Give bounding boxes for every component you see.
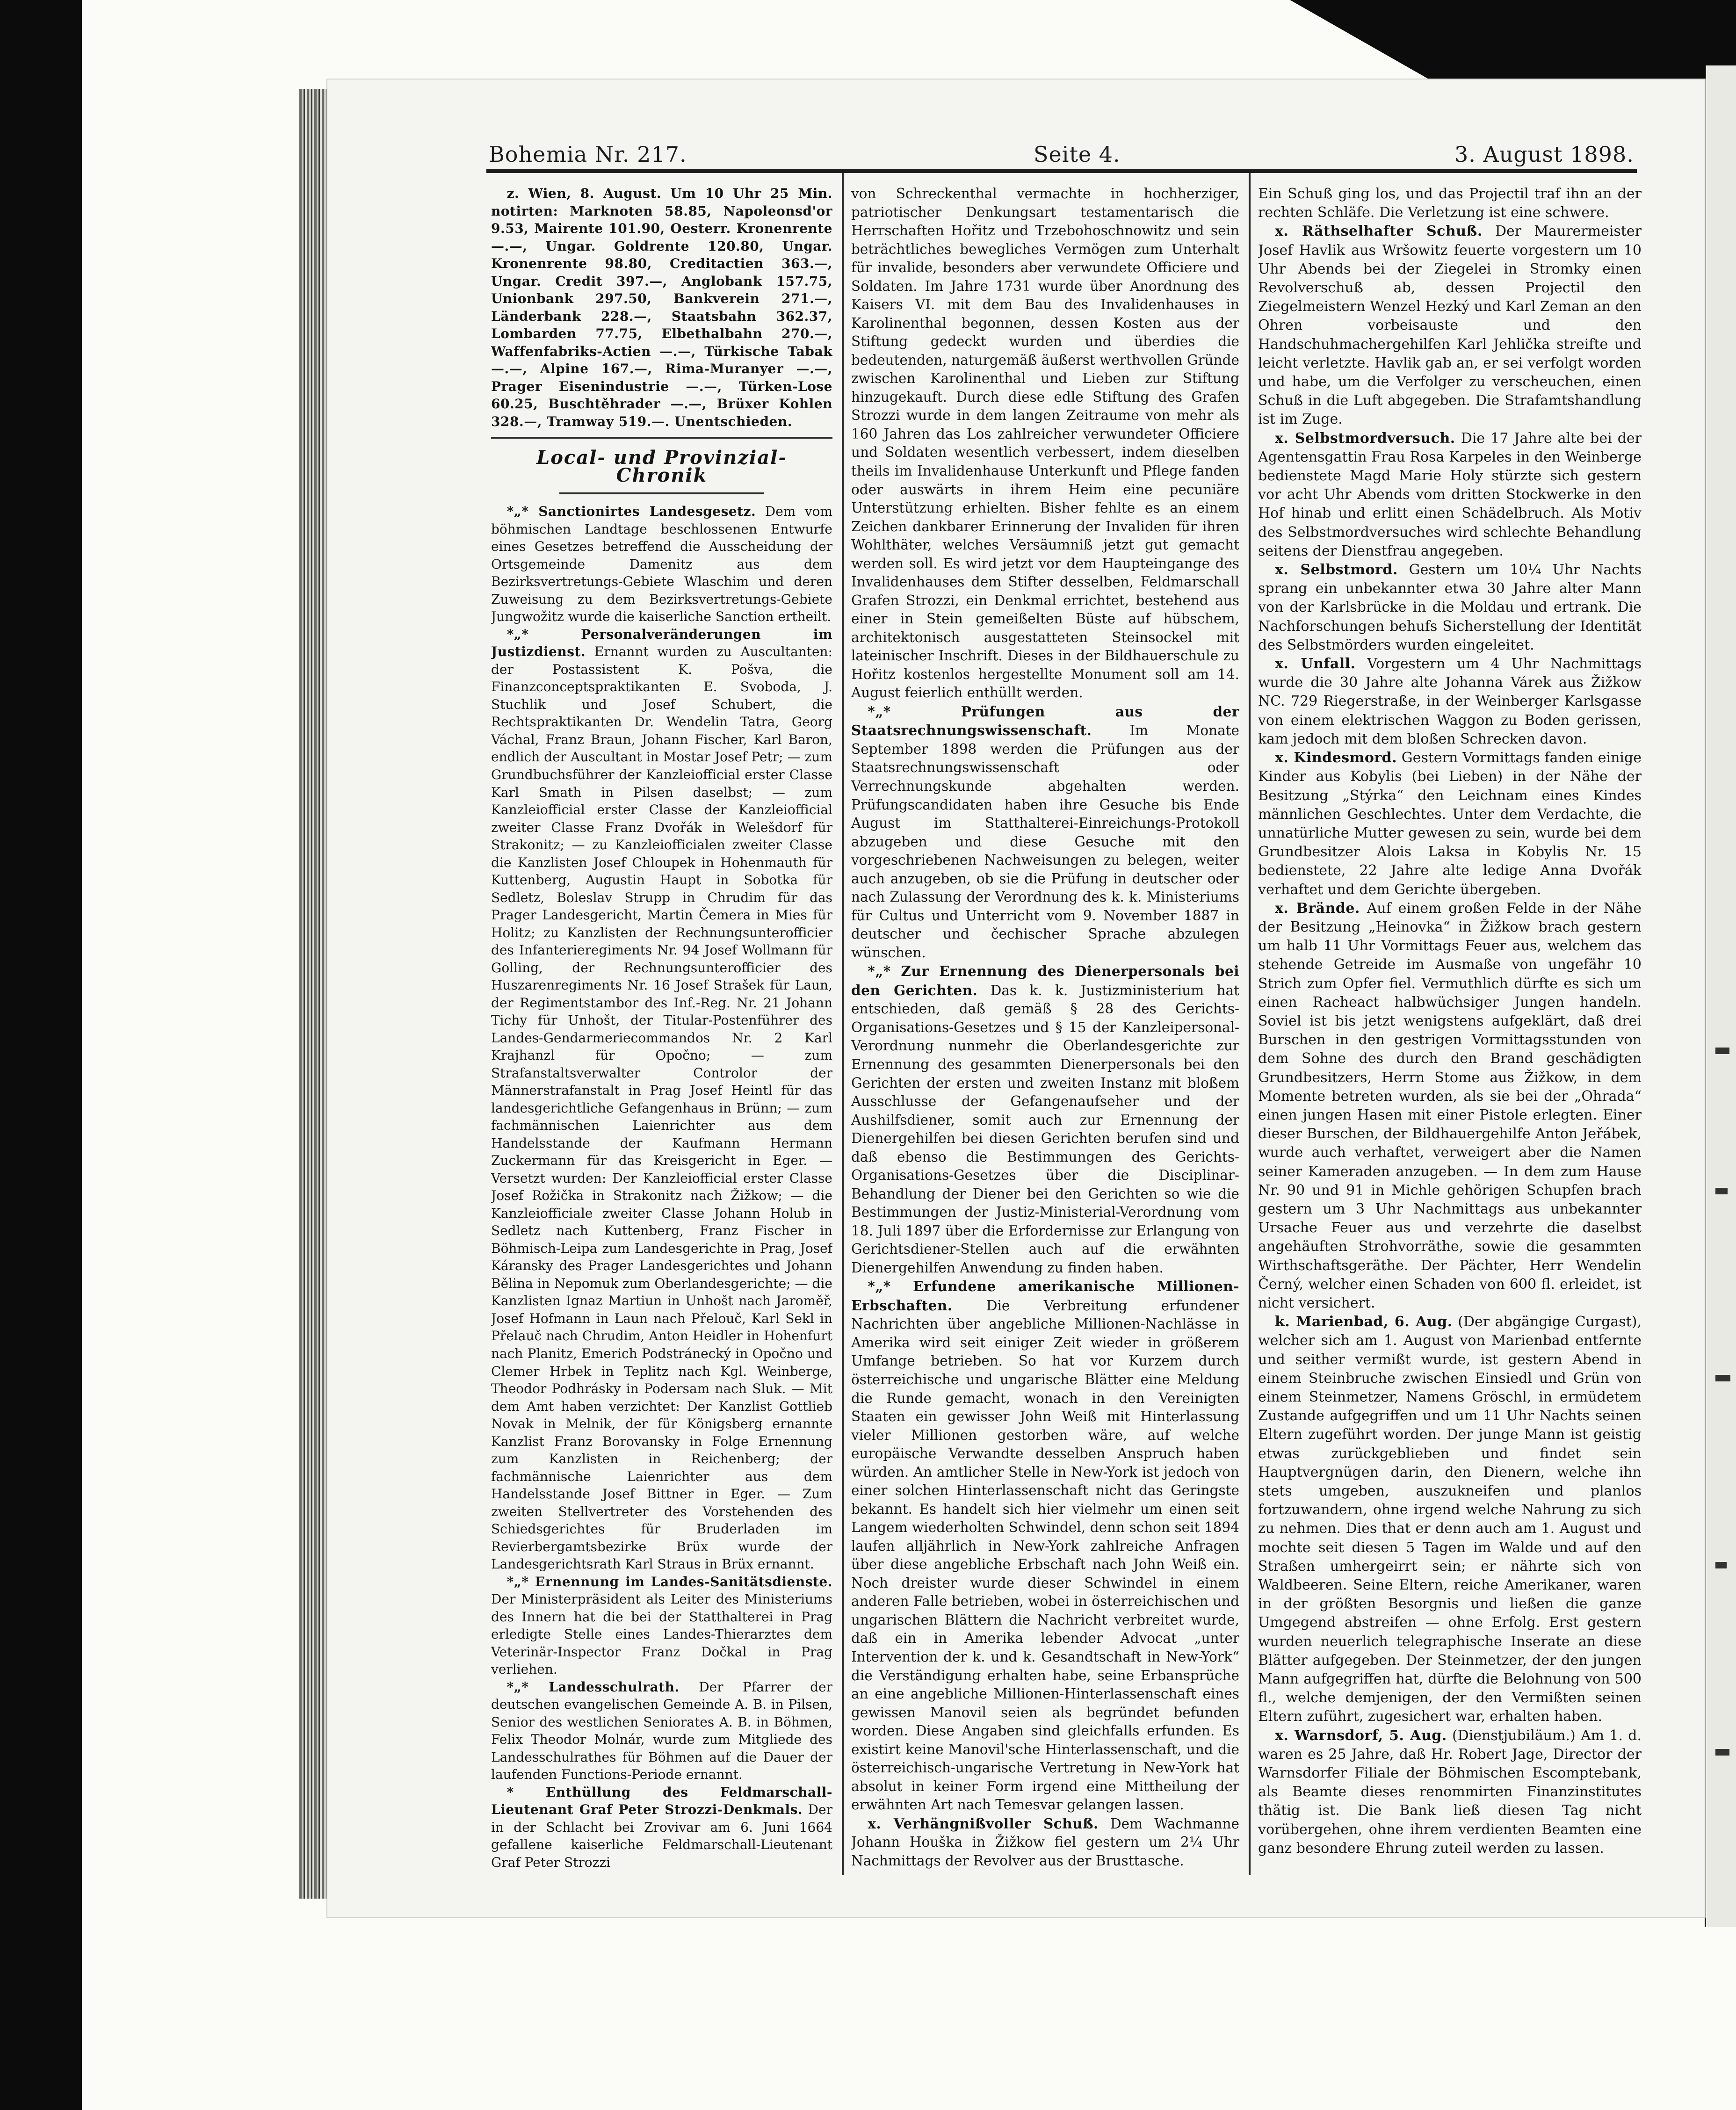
article-continuation: Ein Schuß ging los, und das Projectil traf ihn an der rechten Schläfe. Die Verletzung ist eine schwere. <box>1258 186 1642 221</box>
adjacent-text-fragment <box>1715 1749 1729 1756</box>
article-text: Vorgestern um 4 Uhr Nachmittags wurde die 30 Jahre alte Johanna Várek aus Žižkow NC. 729 Riegerstraße, in der Weinberger Karlsgasse von einem elektrischen Waggon zu Boden gerissen, kam jedoch mit dem bloßen Schrecken davon. <box>1258 656 1642 747</box>
column-1 <box>491 185 832 1887</box>
article <box>491 1784 832 1872</box>
article-text: (Dienstjubiläum.) Am 1. d. waren es 25 Jahre, daß Hr. Robert Jage, Director der Warnsdorfer Filiale der Böhmischen Escomptebank, als Beamte dieses renommirten Finanzinstitutes thätig ist. Die Bank ließ diesen Tag nicht vorübergehen, ohne ihrem verdienten Beamten eine ganz besondere Ehrung zuteil werden zu lassen. <box>1258 1727 1642 1857</box>
article-headline: x. Räthselhafter Schuß. <box>1275 223 1483 240</box>
article-text: Das k. k. Justizministerium hat entschieden, daß gemäß § 28 des Gerichts-Organisations-Gesetzes und § 15 der Kanzleipersonal-Verordnung nunmehr die Oberlandesgerichte zur Ernennung des gesammten Dienerpersonals bei den Gerichten der ersten und zweiten Instanz mit bloßem Ausschlusse der Gefangenaufseher und der Aushilfsdiener, somit auch zur Ernennung der Dienergehilfen bei diesen Gerichten berufen sind und daß ebenso die Bestimmungen des Gerichts-Organisations-Gesetzes über die Disciplinar-Behandlung der Diener bei den Gerichten so wie die Bestimmungen der Justiz-Ministerial-Verordnung vom 18. Juli 1897 über die Erfordernisse zur Erlangung von Gerichtsdiener-Stellen auch auf die erwähnten Dienergehilfen Anwendung zu finden haben. <box>851 982 1239 1276</box>
article-text: Dem vom böhmischen Landtage beschlossenen Entwurfe eines Gesetzes betreffend die Ausscheidung der Ortsgemeinde Damenitz aus dem Bezirksvertretungs-Gebiete Wlaschim und deren Zuweisung zu dem Bezirksvertretungs-Gebiete Jungwožitz wurde die kaiserliche Sanction ertheilt. <box>491 504 832 625</box>
article <box>851 1277 1239 1814</box>
column-2 <box>851 185 1239 1887</box>
article <box>1258 429 1642 561</box>
article <box>851 1814 1239 1871</box>
article-headline: *„* Ernennung im Landes-Sanitätsdienste. <box>506 1574 832 1590</box>
article <box>1258 1313 1642 1726</box>
article <box>491 503 832 626</box>
article-text: Der Maurermeister Josef Havlik aus Wršowitz feuerte vorgestern um 10 Uhr Abends bei der Ziegelei in Stromky einen Revolverschuß ab, dessen Projectil den Ziegelmeistern Wenzel Hezký und Karl Zeman an den Ohren vorbeisauste und den Handschuhmachergehilfen Karl Jehlička streifte und leicht verletzte. Havlik gab an, er sei verfolgt worden und habe, um die Verfolger zu verscheuchen, einen Schuß in die Luft abgegeben. Die Strafamtshandlung ist im Zuge. <box>1258 223 1642 428</box>
adjacent-text-fragment <box>1715 1048 1729 1054</box>
article-text: Gestern um 10¼ Uhr Nachts sprang ein unbekannter etwa 30 Jahre alter Mann von der Karlsbrücke in die Moldau und ertrank. Die Nachforschungen behufs Sicherstellung der Identität des Selbstmörders wurden eingeleitet. <box>1258 562 1642 653</box>
article-headline: x. Brände. <box>1275 900 1360 917</box>
market-report <box>491 185 832 430</box>
article <box>1258 899 1642 1313</box>
article-headline: *„* Sanctionirtes Landesgesetz. <box>506 504 756 520</box>
article-text: Der Ministerpräsident als Leiter des Ministeriums des Innern hat die bei der Statthalterei in Prag erledigte Stelle eines Landes-Thierarztes dem Veterinär-Inspector Franz Dočkal in Prag verliehen. <box>491 1591 832 1677</box>
adjacent-text-fragment <box>1715 1562 1727 1568</box>
article-text: Ernannt wurden zu Auscultanten: der Postassistent K. Pošva, die Finanzconceptspraktikanten E. Svoboda, J. Stuchlik und Josef Schubert, die Rechtspraktikanten Dr. Wendelin Tatra, Georg Váchal, Franz Braun, Johann Fischer, Karl Baron, endlich der Auscultant in Mostar Josef Petr; — zum Grundbuchsführer der Kanzleiofficial erster Classe Karl Smath in Pilsen daselbst; — zum Kanzleiofficial erster Classe der Kanzleiofficial zweiter Classe Franz Dvořák in Welešdorf für Strakonitz; — zu Kanzleiofficialen zweiter Classe die Kanzlisten Josef Chloupek in Hohenmauth für Kuttenberg, Augustin Haupt in Sobotka für Sedletz, Boleslav Strupp in Chrudim für das Prager Landesgericht, Martin Čemera in Mies für Holitz; zu Kanzlisten der Rechnungsunterofficier des Infanterieregiments Nr. 94 Josef Wollmann für Golling, der Rechnungsunterofficier des Huszarenregiments Nr. 16 Josef Strašek für Laun, der Regimentstambor des Inf.-Reg. Nr. 21 Johann Tichy für Unhošt, der Titular-Postenführer des Landes-Gendarmeriecommandos Nr. 2 Karl Krajhanzl für Opočno; — zum Strafanstaltsverwalter Controlor der Männerstrafanstalt in Prag Josef Heintl für das landesgerichtliche Gefangenhaus in Brünn; — zum fachmännischen Laienrichter aus dem Handelsstande der Kaufmann Hermann Zuckermann für das Kreisgericht in Eger. — Versetzt wurden: Der Kanzleiofficial erster Classe Josef Rožička in Strakonitz nach Žižkow; — die Kanzleiofficiale zweiter Classe Johann Holub in Sedletz nach Kuttenberg, Franz Fischer in Böhmisch-Leipa zum Landesgerichte in Prag, Josef Káransky des Prager Landesgerichtes und Johann Bělina in Nepomuk zum Oberlandesgerichte; — die Kanzlisten Ignaz Martiun in Unhošt nach Jaroměř, Josef Hofmann in Laun nach Přelouč, Karl Sekl in Přelauč nach Chrudim, Anton Heidler in Hohenfurt nach Planitz, Emerich Podstránecký in Opočno und Clemer Hrbek in Teplitz nach Kgl. Weinberge, Theodor Podhrásky in Podersam nach Sluk. — Mit dem Amt haben verzichtet: Der Kanzlist Gottlieb Novak in Melnik, der für Königsberg ernannte Kanzlist Franz Borovansky in Folge Ernennung zum Kanzlisten in Reichenberg; der fachmännische Laienrichter aus dem Handelsstande Josef Bittner in Eger. — Zum zweiten Stellvertreter des Vorstehenden des Schiedsgerichtes für Bruderladen im Revierbergamtsbezirke Brüx wurde der Landesgerichtsrath Karl Straus in Brüx ernannt. <box>491 644 832 1572</box>
section-rule <box>491 437 832 439</box>
article-headline: x. Selbstmord. <box>1275 562 1398 578</box>
article-headline: x. Warnsdorf, 5. Aug. <box>1275 1727 1447 1744</box>
column-divider <box>1249 173 1251 1875</box>
column-divider <box>842 173 844 1875</box>
article-text: Im Monate September 1898 werden die Prüfungen aus der Staatsrechnungswissenschaft oder Verrechnungskunde abgehalten werden. Prüfungscandidaten haben ihre Gesuche bis Ende August im Statthalterei-Einreichungs-Protokoll abzugeben und diese Gesuche mit den vorgeschriebenen Nachweisungen zu belegen, weiter auch anzugeben, ob sie die Prüfung in deutscher oder nach Zulassung der Verordnung des k. k. Ministeriums für Cultus und Unterricht vom 9. November 1887 in deutscher und čechischer Sprache abzulegen wünschen. <box>851 723 1239 961</box>
adjacent-text-fragment <box>1715 1188 1728 1194</box>
article <box>1258 1727 1642 1858</box>
article-text: Der Pfarrer der deutschen evangelischen Gemeinde A. B. in Pilsen, Senior des westlichen Seniorates A. B. in Böhmen, Felix Theodor Molnár, wurde zum Mitgliede des Landesschulrathes für Böhmen auf die Dauer der laufenden Functions-Periode ernannt. <box>491 1679 832 1783</box>
article-text: Die Verbreitung erfundener Nachrichten über angebliche Millionen-Nachlässe in Amerika wird seit einiger Zeit wieder in größerem Umfange betrieben. So hat vor Kurzem durch österreichische und ungarische Blätter eine Meldung die Runde gemacht, wonach in den Vereinigten Staaten ein gewisser John Weiß mit Hinterlassung vieler Millionen gestorben wäre, auf welche europäische Verwandte desselben Anspruch haben würden. An amtlicher Stelle in New-York ist jedoch von einer solchen Hinterlassenschaft nicht das Geringste bekannt. Es handelt sich hier vielmehr um einen seit Langem wiederholten Schwindel, denn schon seit 1894 laufen alljährlich in New-York zahlreiche Anfragen über diese angebliche Erbschaft nach John Weiß ein. Noch dreister wurde dieser Schwindel in einem anderen Falle betrieben, wobei in österreichischen und ungarischen Blättern die Nachricht verbreitet wurde, daß ein in Amerika lebender Advocat „unter Intervention der k. und k. Gesandtschaft in New-York“ die Verständigung erhalten habe, seine Erbansprüche an eine angebliche Millionen-Hinterlassenschaft eines gewissen Manovil seien als begründet befunden worden. Diese Angaben sind gleichfalls erfunden. Es existirt keine Manovil'sche Hinterlassenschaft, und die österreichisch-ungarische Vertretung in New-York hat absolut in keiner Form irgend eine Mittheilung der erwähnten Art nach Temesvar gelangen lassen. <box>851 1297 1239 1813</box>
article-headline: * Enthüllung des Feldmarschall-Lieutenant Graf Peter Strozzi-Denkmals. <box>491 1784 832 1818</box>
article-headline: x. Kindesmord. <box>1275 750 1397 766</box>
section-rule <box>559 492 764 494</box>
adjacent-text-fragment <box>1715 1375 1730 1381</box>
article <box>851 702 1239 962</box>
article <box>491 626 832 1573</box>
article-headline: k. Marienbad, 6. Aug. <box>1275 1314 1453 1330</box>
article <box>1258 222 1642 429</box>
article <box>1258 749 1642 899</box>
article <box>1258 561 1642 655</box>
article-text: Dem Wachmanne Johann Houška in Žižkow fiel gestern um 2¼ Uhr Nachmittags der Revolver aus der Brusttasche. <box>851 1815 1239 1869</box>
article-text: Auf einem großen Felde in der Nähe der Besitzung „Heinovka“ in Žižkow brach gestern um halb 11 Uhr Vormittags Feuer aus, welchem das stehende Getreide im Ausmaße von ungefähr 10 Strich zum Opfer fiel. Vermuthlich dürfte es sich um einen Racheact halbwüchsiger Jungen handeln. Soviel ist bis jetzt wenigstens aufgeklärt, daß drei Burschen in den gestrigen Vormittagsstunden von dem Sohne des durch den Brand geschädigten Grundbesitzers, Herrn Stome aus Žižkow, in dem Momente betreten wurden, als sie bei der „Ohrada“ einen jungen Hasen mit einer Pistole erlegten. Einer dieser Burschen, der Bildhauergehilfe Anton Jeřábek, wurde auch verhaftet, verweigert aber die Namen seiner Kameraden anzugeben. — In dem zum Hause Nr. 90 und 91 in Michle gehörigen Schupfen brach gestern um 3 Uhr Nachmittags aus unbekannter Ursache Feuer aus und verzehrte die daselbst angehäuften Strohvorräthe, sowie die gesammten Wirthschaftsgeräthe. Der Pächter, Herr Wendelin Černý, welcher einen Schaden von 600 fl. erleidet, ist nicht versichert. <box>1258 900 1642 1311</box>
adjacent-page-edge <box>1705 65 1736 1927</box>
article-headline: x. Selbstmordversuch. <box>1275 430 1455 447</box>
article-text: Gestern Vormittags fanden einige Kinder aus Kobylis (bei Lieben) in der Nähe der Besitzung „Stýrka“ den Leichnam eines Kindes männlichen Geschlechtes. Unter dem Verdachte, die unnatürliche Mutter gewesen zu sein, wurde bei dem Grundbesitzer Alois Laksa in Kobylis Nr. 15 bedienstete, 22 Jahre alte ledige Anna Dvořák verhaftet und dem Gerichte übergeben. <box>1258 750 1642 898</box>
article-headline: *„* Zur Ernennung des Dienerpersonals bei den Gerichten. <box>851 963 1239 998</box>
article <box>491 1678 832 1784</box>
article-headline: x. Verhängnißvoller Schuß. <box>868 1815 1099 1832</box>
article-headline: *„* Prüfungen aus der Staatsrechnungswissenschaft. <box>851 703 1239 739</box>
issue-date: 3. August 1898. <box>1454 142 1634 167</box>
header-rule <box>486 169 1637 173</box>
column-3 <box>1258 185 1642 1887</box>
article <box>851 962 1239 1277</box>
article-continuation: von Schreckenthal vermachte in hochherziger, patriotischer Denkungsart testamentarisch die Herrschaften Hořitz und Trzebohoschnowitz und sein beträchtliches bewegliches Vermögen zum Unterhalt für invalide, besonders aber verwundete Officiere und Soldaten. Im Jahre 1731 wurde über Anordnung des Kaisers VI. mit dem Bau des Invalidenhauses in Karolinenthal begonnen, dessen Kosten aus der Stiftung gedeckt wurden und überdies die bedeutenden, naturgemäß äußerst werthvollen Gründe zwischen Karolinenthal und Lieben zur Stiftung hinzugekauft. Durch diese edle Stiftung des Grafen Strozzi wurde in dem langen Zeitraume von mehr als 160 Jahren das Los zahlreicher verwundeter Officiere und Soldaten wesentlich verbessert, indem dieselben theils im Invalidenhause Unterkunft und Pflege fanden oder auswärts in ihrem Heim eine pecuniäre Unterstützung erhielten. Bisher fehlte es an einem Zeichen dankbarer Erinnerung der Invaliden für ihren Wohlthäter, welches Versäumniß jetzt gut gemacht werden soll. Es wird jetzt vor dem Haupteingange des Invalidenhauses dem Stifter desselben, Feldmarschall Grafen Strozzi, ein Denkmal errichtet, bestehend aus einer in Stein gemeißelten Büste auf hübschem, architektonisch ausgestatteten Steinsockel mit lateinischer Inschrift. Dieses in der Bildhauerschule zu Hořitz kostenlos hergestellte Monument soll am 14. August feierlich enthüllt werden. <box>851 186 1239 701</box>
market-report-text: z. Wien, 8. August. Um 10 Uhr 25 Min. notirten: Marknoten 58.85, Napoleonsd'or 9.53, Mairente 101.90, Oesterr. Kronenrente —.—, Ungar. Goldrente 120.80, Ungar. Kronenrente 98.80, Creditactien 363.—, Ungar. Credit 397.—, Anglobank 157.75, Unionbank 297.50, Bankverein 271.—, Länderbank 228.—, Staatsbahn 362.37, Lombarden 77.75, Elbethalbahn 270.—, Waffenfabriks-Actien —.—, Türkische Tabak —.—, Alpine 167.—, Rima-Muranyer —.—, Prager Eisenindustrie —.—, Türken-Lose 60.25, Buschtěhrader —.—, Brüxer Kohlen 328.—, Tramway 519.—. Unentschieden. <box>491 186 832 429</box>
article-text: Die 17 Jahre alte bei der Agentensgattin Frau Rosa Karpeles in den Weinberge bedienstete Magd Marie Holy stürzte sich gestern vor acht Uhr Abends vom dritten Stockwerke in den Hof hinab und erlitt einen Schädelbruch. Als Motiv des Selbstmordversuches wird schlechte Behandlung seitens der Dienstfrau angegeben. <box>1258 430 1642 559</box>
section-title: Local- und Provinzial-Chronik <box>536 447 787 486</box>
article-headline: x. Unfall. <box>1275 656 1356 672</box>
article <box>491 1573 832 1678</box>
masthead-paper-number: Bohemia Nr. 217. <box>489 142 687 167</box>
article-headline: *„* Erfundene amerikanische Millionen-Erbschaften. <box>851 1278 1239 1314</box>
article-text: Der in der Schlacht bei Zrovivar am 6. Juni 1664 gefallene kaiserliche Feldmarschall-Lieutenant Graf Peter Strozzi <box>491 1802 832 1870</box>
article-headline: *„* Landesschulrath. <box>506 1679 680 1695</box>
article-headline: *„* Personalveränderungen im Justizdienst. <box>491 626 832 660</box>
article <box>1258 655 1642 749</box>
page-number: Seite 4. <box>1034 142 1121 167</box>
article-text: (Der abgängige Curgast), welcher sich am 1. August von Marienbad entfernte und seither vermißt wurde, ist gestern Abend in einem Steinbruche zwischen Einsiedl und Grün von einem Steinmetzer, Namens Gröschl, in ermüdetem Zustande aufgegriffen und um 11 Uhr Nachts seinen Eltern zugeführt worden. Der junge Mann ist geistig etwas zurückgeblieben und findet sein Hauptvergnügen darin, den Dienern, welche ihn stets umgeben, auszukneifen und planlos fortzuwandern, ohne irgend welche Nahrung zu sich zu nehmen. Dies that er denn auch am 1. August und mochte seit diesen 5 Tagen im Walde und auf den Straßen umhergeirrt sein; er nährte sich von Waldbeeren. Seine Eltern, reiche Amerikaner, waren in der größten Besorgnis und ließen die ganze Umgegend abstreifen — ohne Erfolg. Erst gestern wurden neuerlich telegraphische Inserate an diese Blätter aufgegeben. Der Steinmetzer, der den jungen Mann aufgegriffen hat, dürfte die Belohnung von 500 fl., welche demjenigen, der den Vermißten seinen Eltern zuführt, zugesichert war, erhalten haben. <box>1258 1314 1642 1725</box>
